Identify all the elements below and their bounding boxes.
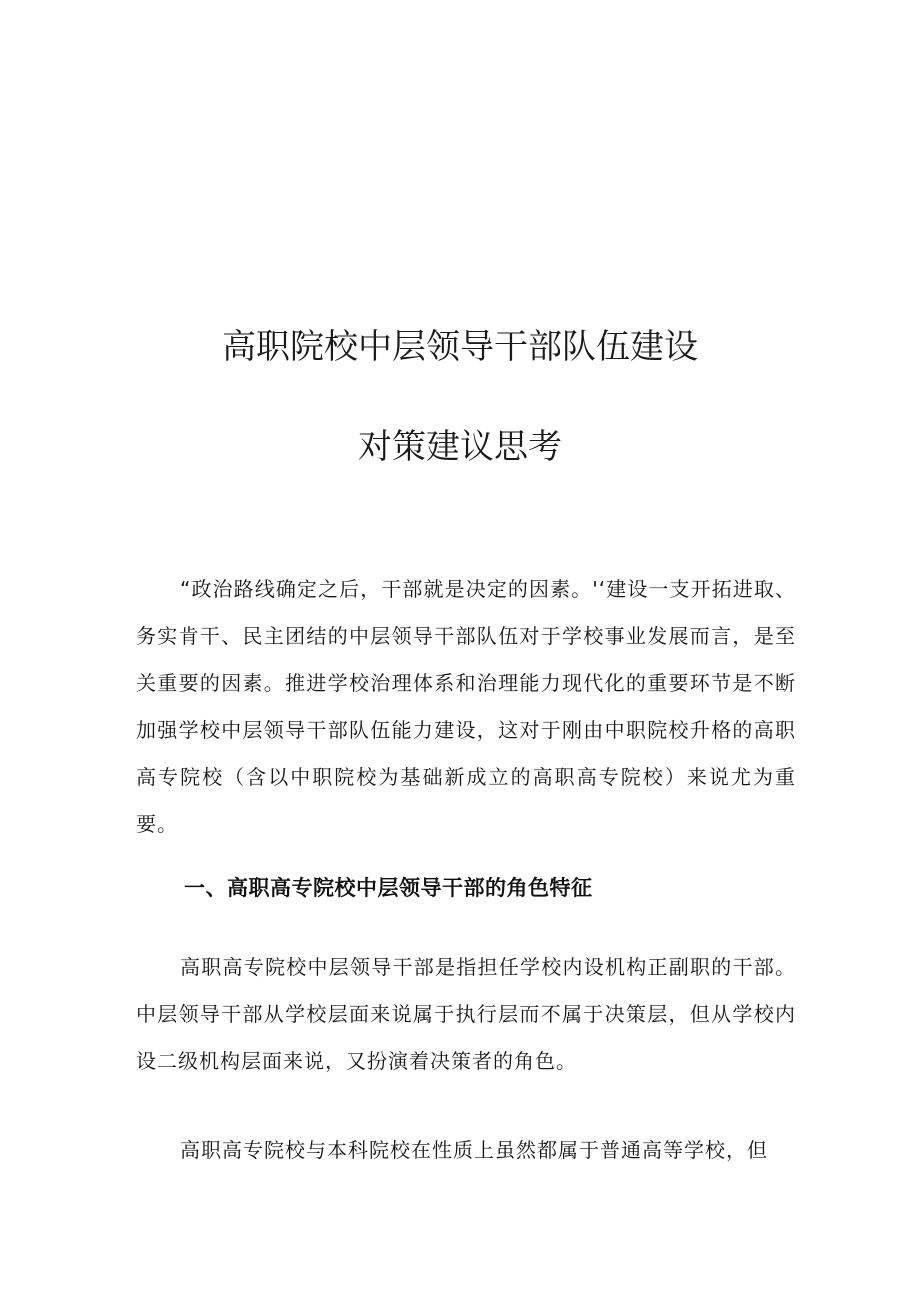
document-title-line-2: 对策建议思考 [358, 427, 562, 467]
document-title-line-1: 高职院校中层领导干部队伍建设 [222, 327, 698, 367]
paragraph-comparison [136, 1127, 796, 1174]
paragraph-role-definition [136, 944, 796, 1085]
paragraph-role-definition-text: 高职高专院校中层领导干部是指担任学校内设机构正副职的干部。中层领导干部从学校层面来说属于执行层而不属于决策层，但从学校内设二级机构层面来说，又扮演着决策者的角色。 [136, 955, 796, 1073]
paragraph-intro [136, 566, 796, 848]
paragraph-intro-text: “政治路线确定之后，干部就是决定的因素。'‘建设一支开拓进取、务实肯干、民主团结的中层领导干部队伍对于学校事业发展而言，是至关重要的因素。推进学校治理体系和治理能力现代化的重要环节是不断加强学校中层领导干部队伍能力建设，这对于刚由中职院校升格的高职高专院校（含以中职院校为基础新成立的高职高专院校）来说尤为重要。 [136, 577, 796, 836]
paragraph-comparison-text: 高职高专院校与本科院校在性质上虽然都属于普通高等学校，但 [180, 1138, 768, 1162]
section-heading-1: 一、高职高专院校中层领导干部的角色特征 [184, 876, 593, 900]
